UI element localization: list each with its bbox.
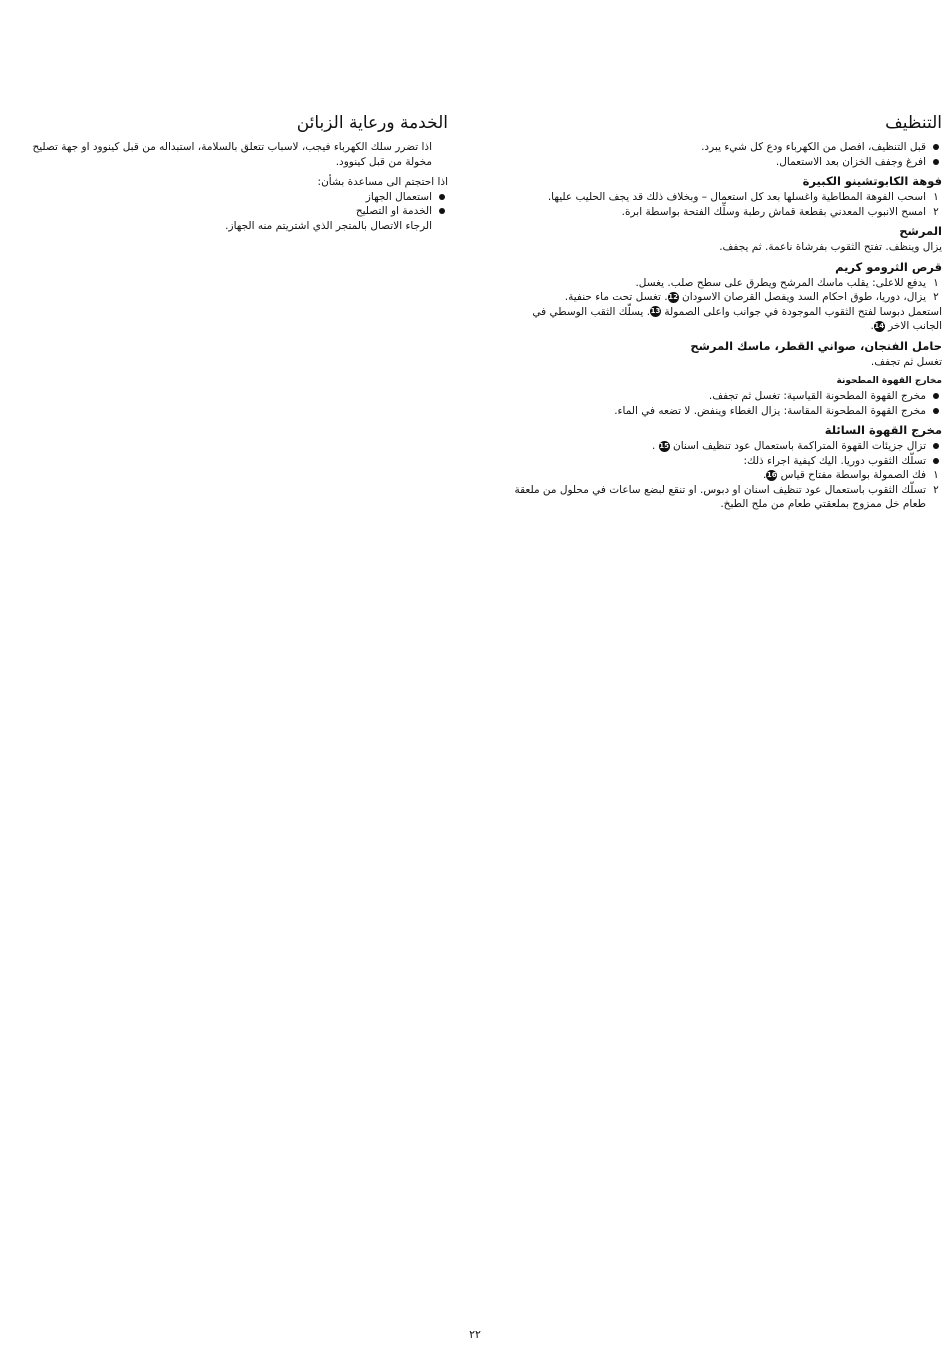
disc-steps xyxy=(502,276,942,305)
holder-text: تغسل ثم تجفف. xyxy=(870,355,942,368)
list-item: ١ اسحب الفوهة المطاطية واغسلها بعد كل استعمال – وبخلاف ذلك قد يجف الحليب عليها. xyxy=(547,191,939,203)
page-number: ٢٢ xyxy=(469,1328,481,1341)
filter-heading: المرشح xyxy=(899,224,942,238)
filter-text: يزال وينظف. تفتح الثقوب بفرشاة ناعمة. ثم يجفف. xyxy=(719,241,942,253)
disc-extra-text: استعمل دبوسا لفتح الثقوب الموجودة في جوانب واعلى الصمولة 13. يسلّك الثقب الوسطي في الجانب الاخر 14. xyxy=(532,305,942,332)
ground-outlets-heading: مخارج القهوة المطحونة xyxy=(836,376,942,386)
list-item: تسلّك الثقوب دوريا. اليك كيفية اجراء ذلك: xyxy=(502,454,942,469)
list-item: الخدمة او التصليح xyxy=(23,204,448,219)
bullet-icon xyxy=(930,389,942,404)
bullet-icon xyxy=(436,190,448,205)
ground-outlets-list xyxy=(502,389,942,418)
list-item: قبل التنظيف، افصل من الكهرباء ودع كل شيء يبرد. xyxy=(502,140,942,155)
bullet-icon xyxy=(930,155,942,170)
liquid-outlet-heading: مخرج القهوة السائلة xyxy=(824,423,942,437)
service-list xyxy=(23,190,448,219)
list-item: مخرج القهوة المطحونة القياسية: تغسل ثم تجفف. xyxy=(502,389,942,404)
cleaning-column xyxy=(502,112,942,512)
bullet-icon xyxy=(930,140,942,155)
list-item: ٢ تسلّك الثقوب باستعمال عود تنظيف اسنان او دبوس. او تنقع لبضع ساعات في محلول من ملعقة طعام خل ممزوج بملعقتي طعام من ملح الطبخ. xyxy=(514,483,939,510)
service-para-2: اذا احتجتم الى مساعدة بشأن: xyxy=(317,176,448,188)
bullet-icon xyxy=(930,454,942,469)
liquid-outlet-list xyxy=(502,439,942,512)
list-item: استعمال الجهاز xyxy=(23,190,448,205)
figure-13-icon: 13 xyxy=(650,307,661,315)
list-item: تزال جزيئات القهوة المتراكمة باستعمال عود تنظيف اسنان 15 . xyxy=(502,439,942,454)
service-para-1: اذا تضرر سلك الكهرباء فيجب، لاسباب تتعلق بالسلامة، استبداله من قبل كينوود او جهة تصليح مخولة من قبل كينوود. xyxy=(32,141,432,168)
service-column xyxy=(23,112,448,233)
list-item: افرغ وجفف الخزان بعد الاستعمال. xyxy=(502,155,942,170)
service-para-3: الرجاء الاتصال بالمتجر الذي اشتريتم منه الجهاز. xyxy=(225,219,432,232)
service-title: الخدمة ورعاية الزبائن xyxy=(296,113,448,133)
list-item: مخرج القهوة المطحونة المقاسة: يزال الغطاء وينفض. لا تضعه في الماء. xyxy=(502,404,942,419)
figure-12-icon: 12 xyxy=(668,292,679,301)
bullet-icon xyxy=(930,404,942,419)
cleaning-intro-list xyxy=(502,140,942,169)
holder-heading: حامل الفنجان، صواني القطر، ماسك المرشح xyxy=(690,338,942,353)
disc-heading: قرص الثرومو كريم xyxy=(835,259,942,274)
bullet-icon xyxy=(930,439,942,454)
froth-heading: فوهة الكابوتشينو الكبيرة xyxy=(802,174,942,188)
list-item: ١ فك الصمولة بواسطة مفتاح قياس 16. xyxy=(762,469,939,481)
figure-15-icon: 15 xyxy=(659,441,670,450)
froth-steps xyxy=(502,190,942,219)
figure-16-icon: 16 xyxy=(766,470,777,479)
list-item: ٢ يزال، دوريا، طوق احكام السد ويفصل القرصان الاسودان 12. تغسل تحت ماء حنفية. xyxy=(564,291,939,303)
cleaning-title: التنظيف xyxy=(885,113,942,133)
figure-14-icon: 14 xyxy=(874,321,885,330)
list-item: ١ يدفع للاعلى: يقلب ماسك المرشح ويطرق على سطح صلب. يغسل. xyxy=(635,276,939,289)
bullet-icon xyxy=(436,204,448,219)
list-item: ٢ امسح الانبوب المعدني بقطعة قماش رطبة وسلِّك الفتحة بواسطة ابرة. xyxy=(621,205,939,218)
